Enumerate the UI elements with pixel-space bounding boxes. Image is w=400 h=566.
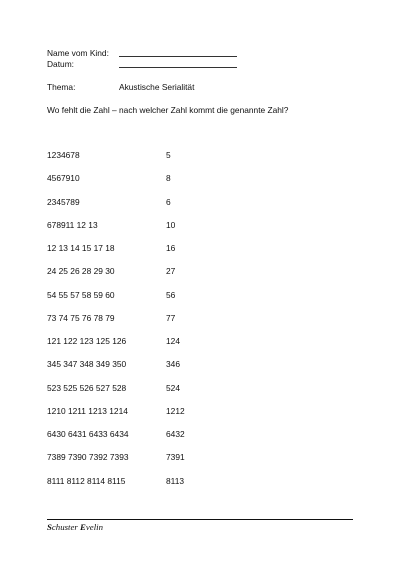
exercise-sequence: 4567910 (47, 173, 80, 184)
exercise-answer: 1212 (166, 405, 185, 416)
exercise-answer: 56 (166, 289, 176, 300)
date-label: Datum: (47, 59, 74, 69)
exercise-sequence: 6430 6431 6433 6434 (47, 429, 129, 439)
exercise-row (47, 313, 307, 336)
exercise-sequence: 24 25 26 28 29 30 (47, 266, 115, 277)
exercise-list (47, 150, 307, 499)
exercise-answer: 7391 (166, 452, 185, 463)
exercise-sequence: 8111 8112 8114 8115 (47, 475, 126, 486)
exercise-sequence: 1210 1211 1213 1214 (47, 405, 128, 416)
exercise-answer: 5 (166, 150, 171, 160)
exercise-answer: 8 (166, 173, 171, 184)
exercise-answer: 6 (166, 196, 171, 207)
exercise-row (47, 150, 307, 173)
date-blank-line (119, 67, 237, 68)
exercise-row (47, 383, 307, 406)
exercise-row (47, 476, 307, 499)
exercise-sequence: 121 122 123 125 126 (47, 336, 127, 346)
topic-label: Thema: (47, 82, 76, 92)
exercise-answer: 77 (166, 312, 176, 323)
exercise-sequence: 1234678 (47, 150, 80, 160)
exercise-answer: 6432 (166, 429, 185, 439)
exercise-row (47, 290, 307, 313)
exercise-row (47, 452, 307, 475)
exercise-answer: 524 (166, 382, 180, 393)
exercise-row (47, 197, 307, 220)
exercise-row (47, 336, 307, 359)
exercise-sequence: 7389 7390 7392 7393 (47, 452, 129, 463)
exercise-row (47, 266, 307, 289)
exercise-sequence: 54 55 57 58 59 60 (47, 289, 115, 300)
exercise-row (47, 406, 307, 429)
footer-divider (47, 519, 353, 520)
question-text: Wo fehlt die Zahl – nach welcher Zahl kommt die genannte Zahl? (47, 105, 289, 115)
exercise-row (47, 429, 307, 452)
name-blank-line (119, 56, 237, 57)
exercise-sequence: 73 74 75 76 78 79 (47, 312, 115, 323)
exercise-sequence: 678911 12 13 (47, 219, 98, 230)
footer-author: Schuster Evelin (47, 522, 103, 532)
exercise-sequence: 523 525 526 527 528 (47, 382, 127, 393)
name-label: Name vom Kind: (47, 48, 109, 58)
exercise-sequence: 12 13 14 15 17 18 (47, 243, 115, 253)
exercise-row (47, 173, 307, 196)
exercise-answer: 8113 (166, 475, 185, 486)
exercise-sequence: 2345789 (47, 196, 80, 207)
exercise-answer: 124 (166, 336, 180, 346)
exercise-row (47, 359, 307, 382)
exercise-row (47, 243, 307, 266)
exercise-row (47, 220, 307, 243)
topic-value: Akustische Serialität (119, 82, 195, 92)
exercise-sequence: 345 347 348 349 350 (47, 359, 127, 370)
exercise-answer: 10 (166, 219, 176, 230)
exercise-answer: 346 (166, 359, 180, 370)
exercise-answer: 16 (166, 243, 176, 253)
exercise-answer: 27 (166, 266, 176, 277)
